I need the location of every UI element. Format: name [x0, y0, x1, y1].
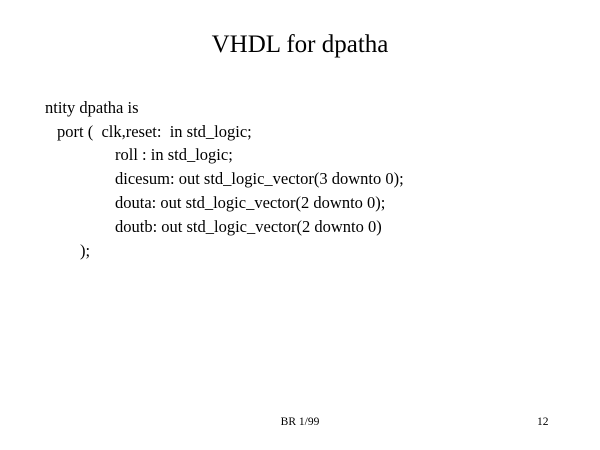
vhdl-code-block: [0, 98, 600, 268]
code-line-entity: ntity dpatha is: [45, 98, 139, 117]
code-line-close: );: [80, 241, 91, 260]
code-line-port: port ( clk,reset: in std_logic;: [57, 122, 252, 141]
code-line-douta: douta: out std_logic_vector(2 downto 0);: [115, 193, 386, 212]
footer-page-number: 12: [537, 416, 549, 428]
footer-author-date: BR 1/99: [280, 416, 320, 428]
code-line-roll: roll : in std_logic;: [115, 145, 233, 164]
code-line-dicesum: dicesum: out std_logic_vector(3 downto 0);: [115, 169, 404, 188]
slide-title: VHDL for dpatha: [211, 31, 389, 58]
code-line-doutb: doutb: out std_logic_vector(2 downto 0): [115, 217, 382, 236]
